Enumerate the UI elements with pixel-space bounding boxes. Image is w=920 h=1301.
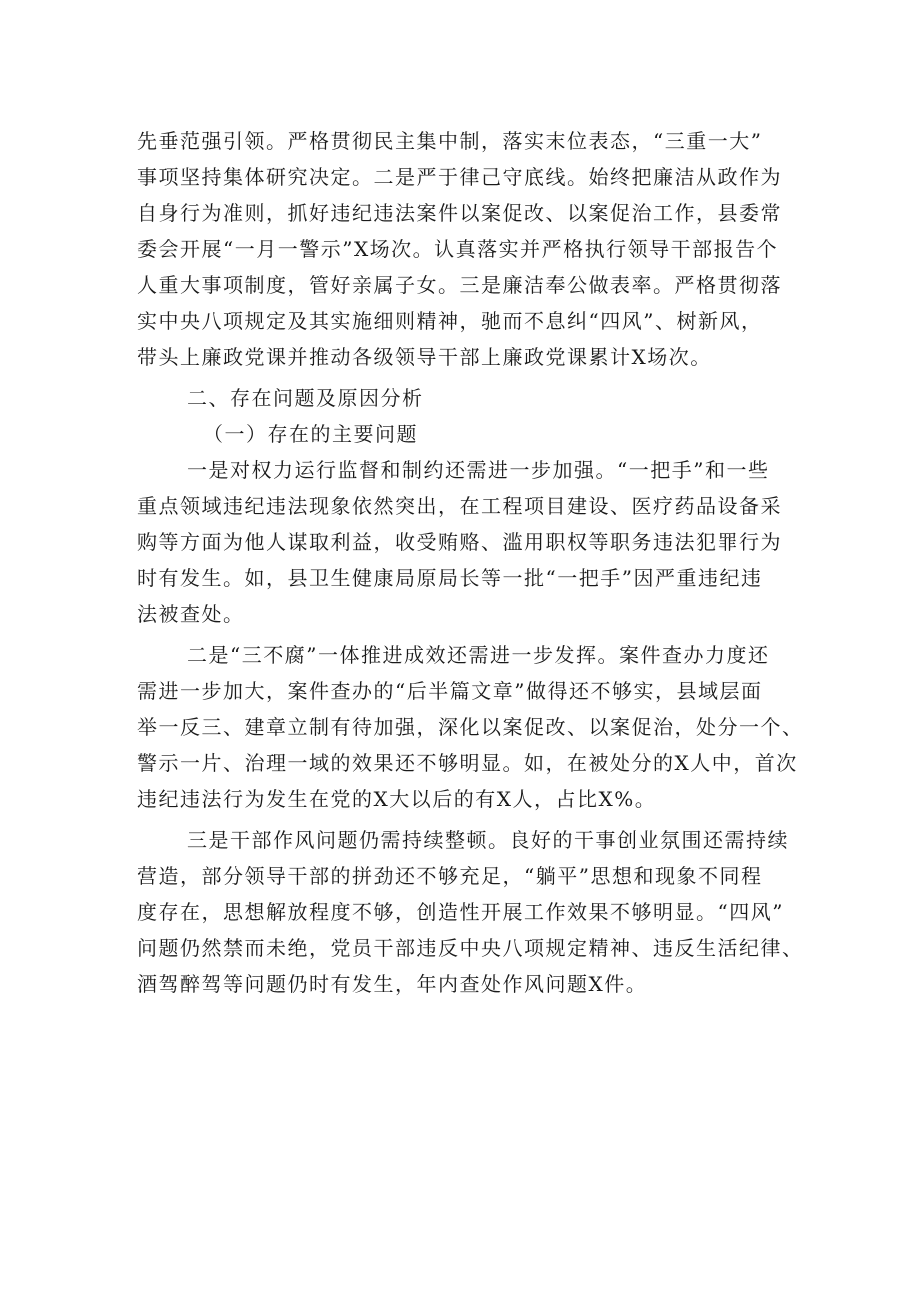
section-heading: 二、存在问题及原因分析 xyxy=(187,386,424,410)
paragraph-line: 二是“三不腐”一体推进成效还需进一步发挥。案件查办力度还 xyxy=(187,643,770,667)
paragraph-line: 度存在，思想解放程度不够，创造性开展工作效果不够明显。“四风” xyxy=(137,900,784,924)
paragraph-line: 一是对权力运行监督和制约还需进一步加强。“一把手”和一些 xyxy=(187,458,770,482)
paragraph-line: 委会开展“一月一警示”X场次。认真落实并严格执行领导干部报告个 xyxy=(137,237,779,261)
paragraph-line: 法被查处。 xyxy=(137,602,245,626)
paragraph-line: 重点领域违纪违法现象依然突出，在工程项目建设、医疗药品设备采 xyxy=(137,494,782,518)
paragraph-line: 违纪违法行为发生在党的X大以后的有X人，占比X%。 xyxy=(137,787,657,811)
paragraph-line: 问题仍然禁而未绝，党员干部违反中央八项规定精神、违反生活纪律、 xyxy=(137,936,804,960)
paragraph-line: 实中央八项规定及其实施细则精神，驰而不息纠“四风”、树新风， xyxy=(137,309,763,333)
paragraph-line: 购等方面为他人谋取利益，收受贿赂、滥用职权等职务违法犯罪行为 xyxy=(137,530,782,554)
paragraph-line: 营造，部分领导干部的拼劲还不够充足，“躺平”思想和现象不同程 xyxy=(137,864,763,888)
subsection-heading: （一）存在的主要问题 xyxy=(203,422,418,446)
paragraph-line: 带头上廉政党课并推动各级领导干部上廉政党课累计X场次。 xyxy=(137,345,712,369)
paragraph-line: 先垂范强引领。严格贯彻民主集中制，落实末位表态，“三重一大” xyxy=(137,129,763,153)
paragraph-line: 举一反三、建章立制有待加强，深化以案促改、以案促治，处分一个、 xyxy=(137,715,804,739)
paragraph-line: 自身行为准则，抓好违纪违法案件以案促改、以案促治工作，县委常 xyxy=(137,201,782,225)
paragraph-line: 人重大事项制度，管好亲属子女。三是廉洁奉公做表率。严格贯彻落 xyxy=(137,273,782,297)
paragraph-line: 警示一片、治理一域的效果还不够明显。如，在被处分的X人中，首次 xyxy=(137,751,798,775)
paragraph-line: 酒驾醉驾等问题仍时有发生，年内查处作风问题X件。 xyxy=(137,972,648,996)
paragraph-line: 需进一步加大，案件查办的“后半篇文章”做得还不够实，县域层面 xyxy=(137,679,763,703)
paragraph-line: 时有发生。如，县卫生健康局原局长等一批“一把手”因严重违纪违 xyxy=(137,566,763,590)
paragraph-line: 三是干部作风问题仍需持续整顿。良好的干事创业氛围还需持续 xyxy=(187,828,789,852)
paragraph-line: 事项坚持集体研究决定。二是严于律己守底线。始终把廉洁从政作为 xyxy=(137,165,782,189)
